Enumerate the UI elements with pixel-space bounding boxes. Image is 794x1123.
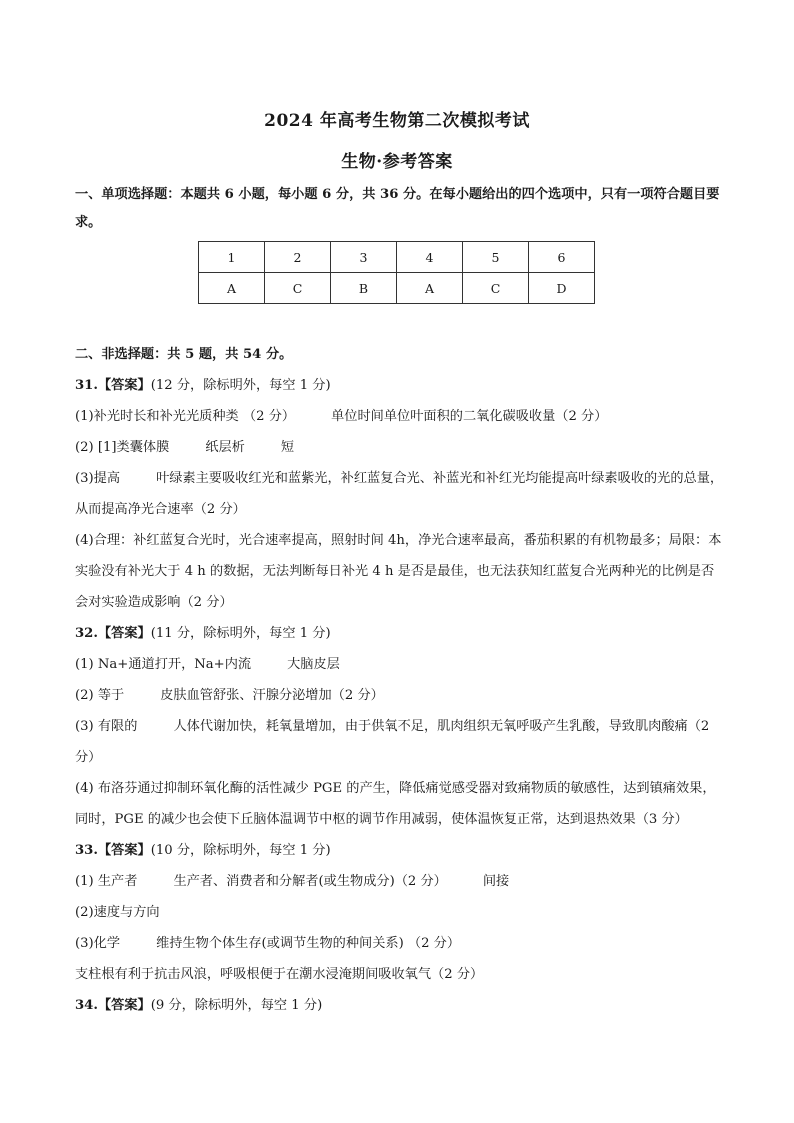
answer-text: (1) 生产者	[75, 874, 138, 889]
table-cell: A	[199, 273, 265, 304]
q33-answer-1	[75, 866, 725, 897]
section2-heading-text: 二、非选择题：共 5 题，共 54 分。	[75, 347, 293, 362]
q31-note: (12 分，除标明外，每空 1 分)	[150, 378, 331, 393]
answer-text: 叶绿素主要吸收红光和蓝紫光，补红蓝复合光、补蓝光和补红光均能提高叶绿素吸收的光的总量，从而提高净光合速率（2 分）	[75, 471, 724, 517]
table-cell: 2	[265, 242, 331, 273]
answer-text: 人体代谢加快，耗氧量增加，由于供氧不足，肌肉组织无氧呼吸产生乳酸，导致肌肉酸痛（2 分）	[75, 719, 710, 765]
table-cell: 6	[529, 242, 595, 273]
q34-label: 34.【答案】	[75, 998, 151, 1013]
answer-table-number-row	[199, 242, 595, 273]
answer-text: 生产者、消费者和分解者(或生物成分)（2 分）	[173, 874, 447, 889]
q32-answer-4: (4) 布洛芬通过抑制环氧化酶的活性减少 PGE 的产生，降低痛觉感受器对致痛物质的敏感性，达到镇痛效果，同时，PGE 的减少也会使下丘脑体温调节中枢的调节作用减弱，使体温恢复正常，达到退热效果（3 分）	[75, 781, 716, 827]
table-cell: B	[331, 273, 397, 304]
answer-text: 纸层析	[205, 440, 245, 455]
q32-label: 32.【答案】	[75, 626, 151, 641]
q32-header	[75, 618, 725, 649]
answer-text: (3)化学	[75, 936, 121, 951]
section2-heading	[75, 339, 725, 370]
table-cell: C	[265, 273, 331, 304]
q32-answer-1	[75, 649, 725, 680]
table-cell: 3	[331, 242, 397, 273]
table-cell: 4	[397, 242, 463, 273]
answer-text: 皮肤血管舒张、汗腺分泌增加（2 分）	[160, 688, 384, 703]
q33-answer-2: (2)速度与方向	[75, 905, 160, 920]
answer-text: (1) Na+通道打开，Na+内流	[75, 657, 252, 672]
answer-text: 单位时间单位叶面积的二氧化碳吸收量（2 分）	[331, 409, 608, 424]
q31-header	[75, 370, 725, 401]
q34-header	[75, 990, 725, 1021]
q31-label: 31.【答案】	[75, 378, 151, 393]
q31-answer-2	[75, 432, 725, 463]
q33-answer-3-continued: 支柱根有利于抗击风浪，呼吸根便于在潮水浸淹期间吸收氧气（2 分）	[75, 967, 484, 982]
q33-answer-3	[75, 928, 725, 959]
answer-text: (3) 有限的	[75, 719, 138, 734]
section2-body	[75, 339, 725, 1021]
answer-text: (3)提高	[75, 471, 121, 486]
section1-heading-text: 一、单项选择题：本题共 6 小题，每小题 6 分，共 36 分。在每小题给出的四个选项中，只有一项符合题目要求。	[75, 187, 720, 230]
section1-heading	[75, 181, 735, 237]
page-title: 2024 年高考生物第二次模拟考试	[264, 111, 530, 131]
answer-text: 维持生物个体生存(或调节生物的种间关系) （2 分）	[156, 936, 461, 951]
q32-answer-3	[75, 711, 725, 773]
table-cell: D	[529, 273, 595, 304]
q31-answer-4: (4)合理：补红蓝复合光时，光合速率提高，照射时间 4h，净光合速率最高，番茄积累的有机物最多；局限：本实验没有补光大于 4 h 的数据，无法判断每日补光 4 h 是否是最佳，也无法获知红蓝复合光两种光的比例是否会对实验造成影响（2 分）	[75, 533, 722, 610]
answer-table-answer-row	[199, 273, 595, 304]
q33-label: 33.【答案】	[75, 843, 151, 858]
table-cell: 5	[463, 242, 529, 273]
table-cell: C	[463, 273, 529, 304]
answer-text: (2) 等于	[75, 688, 125, 703]
q31-answer-1	[75, 401, 725, 432]
answer-text: 短	[280, 440, 295, 455]
answer-text: (2) [1]类囊体膜	[75, 440, 170, 455]
answer-table	[198, 241, 595, 304]
q34-note: (9 分，除标明外，每空 1 分)	[150, 998, 323, 1013]
q33-header	[75, 835, 725, 866]
answer-text: (1)补光时长和补光光质种类 （2 分）	[75, 409, 296, 424]
page-subtitle: 生物·参考答案	[341, 152, 453, 172]
q33-note: (10 分，除标明外，每空 1 分)	[150, 843, 331, 858]
table-cell: 1	[199, 242, 265, 273]
q31-answer-3	[75, 463, 725, 525]
table-cell: A	[397, 273, 463, 304]
answer-text: 大脑皮层	[287, 657, 340, 672]
answer-text: 间接	[482, 874, 510, 889]
q32-answer-2	[75, 680, 725, 711]
q32-note: (11 分，除标明外，每空 1 分)	[150, 626, 331, 641]
